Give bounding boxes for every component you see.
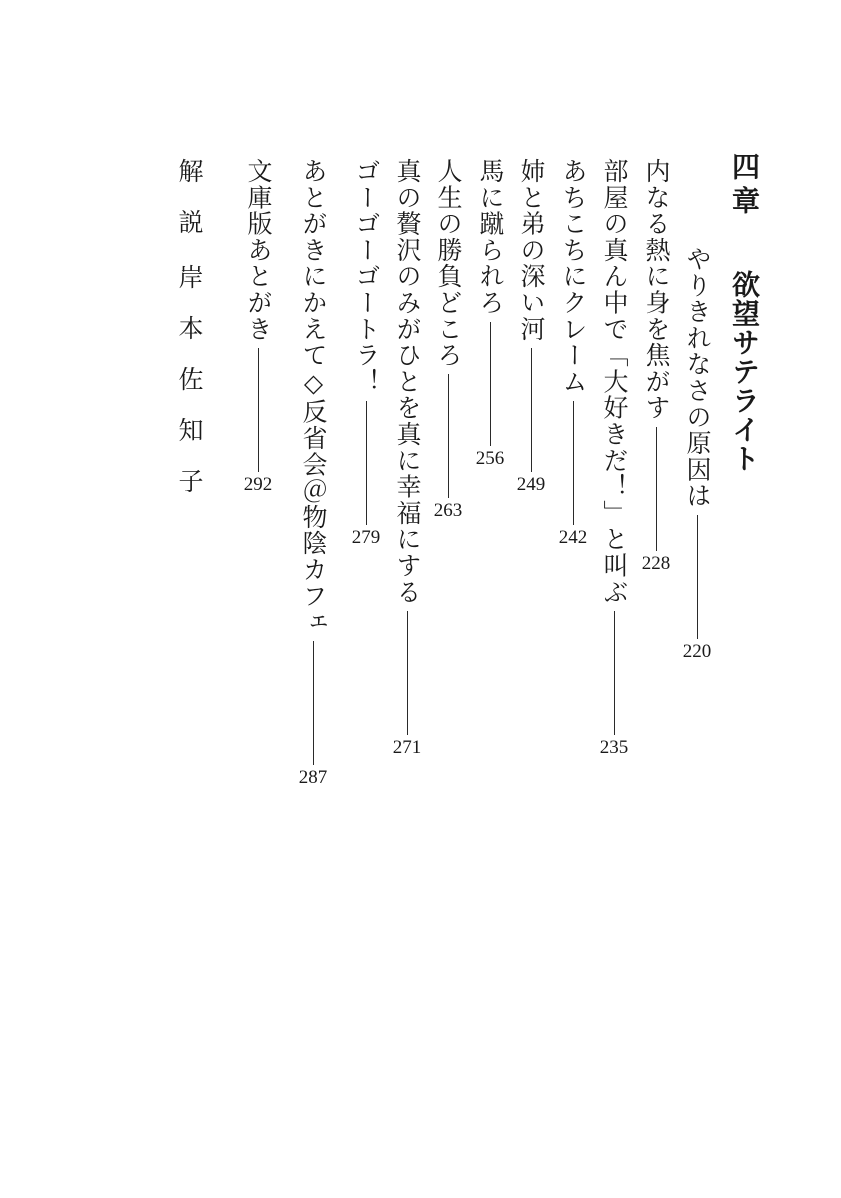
- leader-rule: [531, 348, 532, 472]
- leader-rule: [313, 641, 314, 765]
- toc-entry[interactable]: [346, 158, 386, 549]
- toc-entry-page: 279: [351, 526, 381, 548]
- toc-entry[interactable]: [636, 158, 676, 575]
- toc-entry-page: 235: [599, 737, 629, 759]
- toc-entry-title: 馬に蹴られろ: [476, 158, 505, 316]
- toc-entry-page: 287: [298, 767, 328, 789]
- toc-entry-title: ゴーゴーゴートラ！: [352, 158, 381, 395]
- toc-entry-page: 263: [433, 500, 463, 522]
- leader-rule: [258, 348, 259, 472]
- toc-entry-page: 249: [516, 474, 546, 496]
- commentary-author: 岸本佐知子: [175, 264, 204, 519]
- toc-entry-title: 人生の勝負どころ: [434, 158, 463, 369]
- toc-entry-title: 真の贅沢のみがひとを真に幸福にする: [393, 158, 422, 606]
- leader-rule: [407, 611, 408, 735]
- leader-rule: [697, 515, 698, 639]
- toc-entry[interactable]: [677, 246, 717, 663]
- toc-entry-page: 271: [392, 737, 422, 759]
- leader-rule: [448, 374, 449, 498]
- chapter-heading: [722, 152, 766, 473]
- chapter-title: 欲望サテライト: [728, 270, 761, 473]
- toc-entry-title: 姉と弟の深い河: [517, 158, 546, 343]
- leader-rule: [490, 322, 491, 446]
- toc-entry[interactable]: [428, 158, 468, 522]
- chapter-label: 四章: [728, 152, 761, 220]
- leader-rule: [656, 427, 657, 551]
- toc-entry-title: 内なる熱に身を焦がす: [642, 158, 671, 421]
- leader-rule: [366, 401, 367, 525]
- toc-entry-page: 220: [682, 641, 712, 662]
- commentary-label: 解説: [175, 158, 204, 260]
- toc-entry-title: 部屋の真ん中で「大好きだ！」と叫ぶ: [600, 158, 629, 606]
- toc-commentary[interactable]: [169, 158, 209, 519]
- toc-entry-title: やりきれなさの原因は: [683, 246, 712, 509]
- toc-entry-page: 242: [558, 526, 588, 548]
- toc-entry-page: 256: [475, 447, 505, 469]
- toc-entry[interactable]: [594, 158, 634, 759]
- leader-rule: [614, 611, 615, 735]
- toc-bunko-afterword[interactable]: [238, 158, 278, 496]
- toc-entry-page: 228: [641, 553, 671, 574]
- toc-entry-page: 292: [243, 474, 273, 496]
- toc-entry[interactable]: [511, 158, 551, 496]
- toc-entry-title: あちこちにクレーム: [559, 158, 588, 395]
- leader-rule: [573, 401, 574, 525]
- toc-entry-title: あとがきにかえて◇反省会＠物陰カフェ: [299, 158, 328, 636]
- toc-afterword[interactable]: [293, 158, 333, 789]
- toc-entry-title: 文庫版あとがき: [244, 158, 273, 343]
- toc-entry[interactable]: [387, 158, 427, 759]
- toc-entry[interactable]: [470, 158, 510, 470]
